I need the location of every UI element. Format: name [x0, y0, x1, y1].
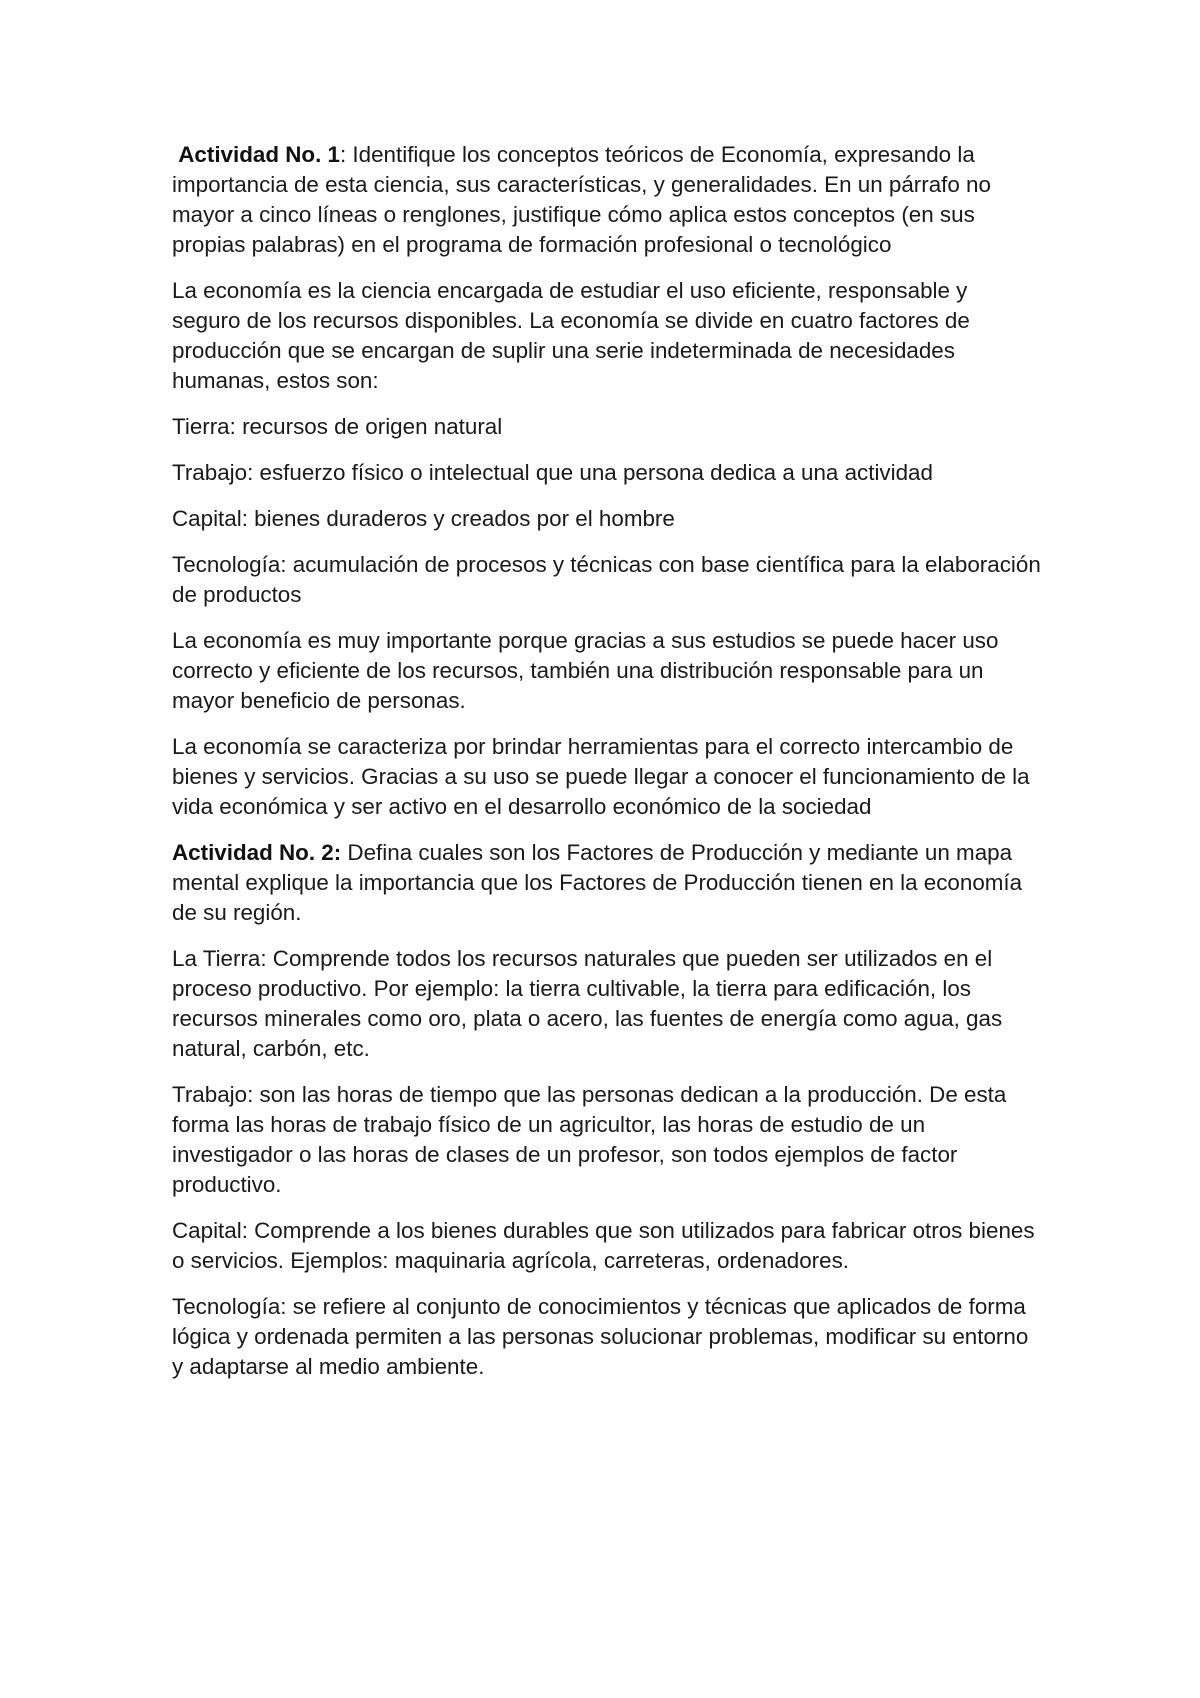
factor-trabajo-line: Trabajo: esfuerzo físico o intelectual que una persona dedica a una actividad — [172, 460, 933, 485]
activity-2-text: Defina cuales son los Factores de Producción y mediante un mapa mental explique la importancia que los Factores de Producción tienen en la economía de su región. — [172, 840, 1023, 925]
economy-characteristics-paragraph: La economía se caracteriza por brindar herramientas para el correcto intercambio de bienes y servicios. Gracias a su uso se puede llegar a conocer el funcionamiento de la vida económica y ser activo en el desarrollo económico de la sociedad — [172, 734, 1030, 819]
factor-tecnologia-line: Tecnología: acumulación de procesos y técnicas con base científica para la elaboración de productos — [172, 552, 1041, 607]
document-body — [172, 140, 1042, 1398]
tecnologia-paragraph: Tecnología: se refiere al conjunto de conocimientos y técnicas que aplicados de forma lógica y ordenada permiten a las personas solucionar problemas, modificar su entorno y adaptarse al medio ambiente. — [172, 1294, 1029, 1379]
activity-2-prompt — [172, 838, 1042, 928]
factor-tierra-line: Tierra: recursos de origen natural — [172, 414, 503, 439]
activity-2-label: Actividad No. 2: — [172, 840, 342, 865]
activity-1-prompt — [172, 140, 1042, 260]
activity-1-text: : Identifique los conceptos teóricos de Economía, expresando la importancia de esta ciencia, sus características, y generalidades. En un párrafo no mayor a cinco líneas o renglones, justifique cómo aplica estos conceptos (en sus propias palabras) en el programa de formación profesional o tecnológico — [172, 142, 991, 257]
capital-paragraph: Capital: Comprende a los bienes durables que son utilizados para fabricar otros bienes o servicios. Ejemplos: maquinaria agrícola, carreteras, ordenadores. — [172, 1218, 1035, 1273]
economy-importance-paragraph: La economía es muy importante porque gracias a sus estudios se puede hacer uso correcto y eficiente de los recursos, también una distribución responsable para un mayor beneficio de personas. — [172, 628, 999, 713]
factor-capital-line: Capital: bienes duraderos y creados por el hombre — [172, 506, 675, 531]
economy-definition-paragraph: La economía es la ciencia encargada de estudiar el uso eficiente, responsable y seguro de los recursos disponibles. La economía se divide en cuatro factores de producción que se encargan de suplir una serie indeterminada de necesidades humanas, estos son: — [172, 278, 970, 393]
activity-1-label: Actividad No. 1 — [178, 142, 340, 167]
tierra-paragraph: La Tierra: Comprende todos los recursos naturales que pueden ser utilizados en el proceso productivo. Por ejemplo: la tierra cultivable, la tierra para edificación, los recursos minerales como oro, plata o acero, las fuentes de energía como agua, gas natural, carbón, etc. — [172, 946, 1003, 1061]
trabajo-paragraph: Trabajo: son las horas de tiempo que las personas dedican a la producción. De esta forma las horas de trabajo físico de un agricultor, las horas de estudio de un investigador o las horas de clases de un profesor, son todos ejemplos de factor productivo. — [172, 1082, 1007, 1197]
